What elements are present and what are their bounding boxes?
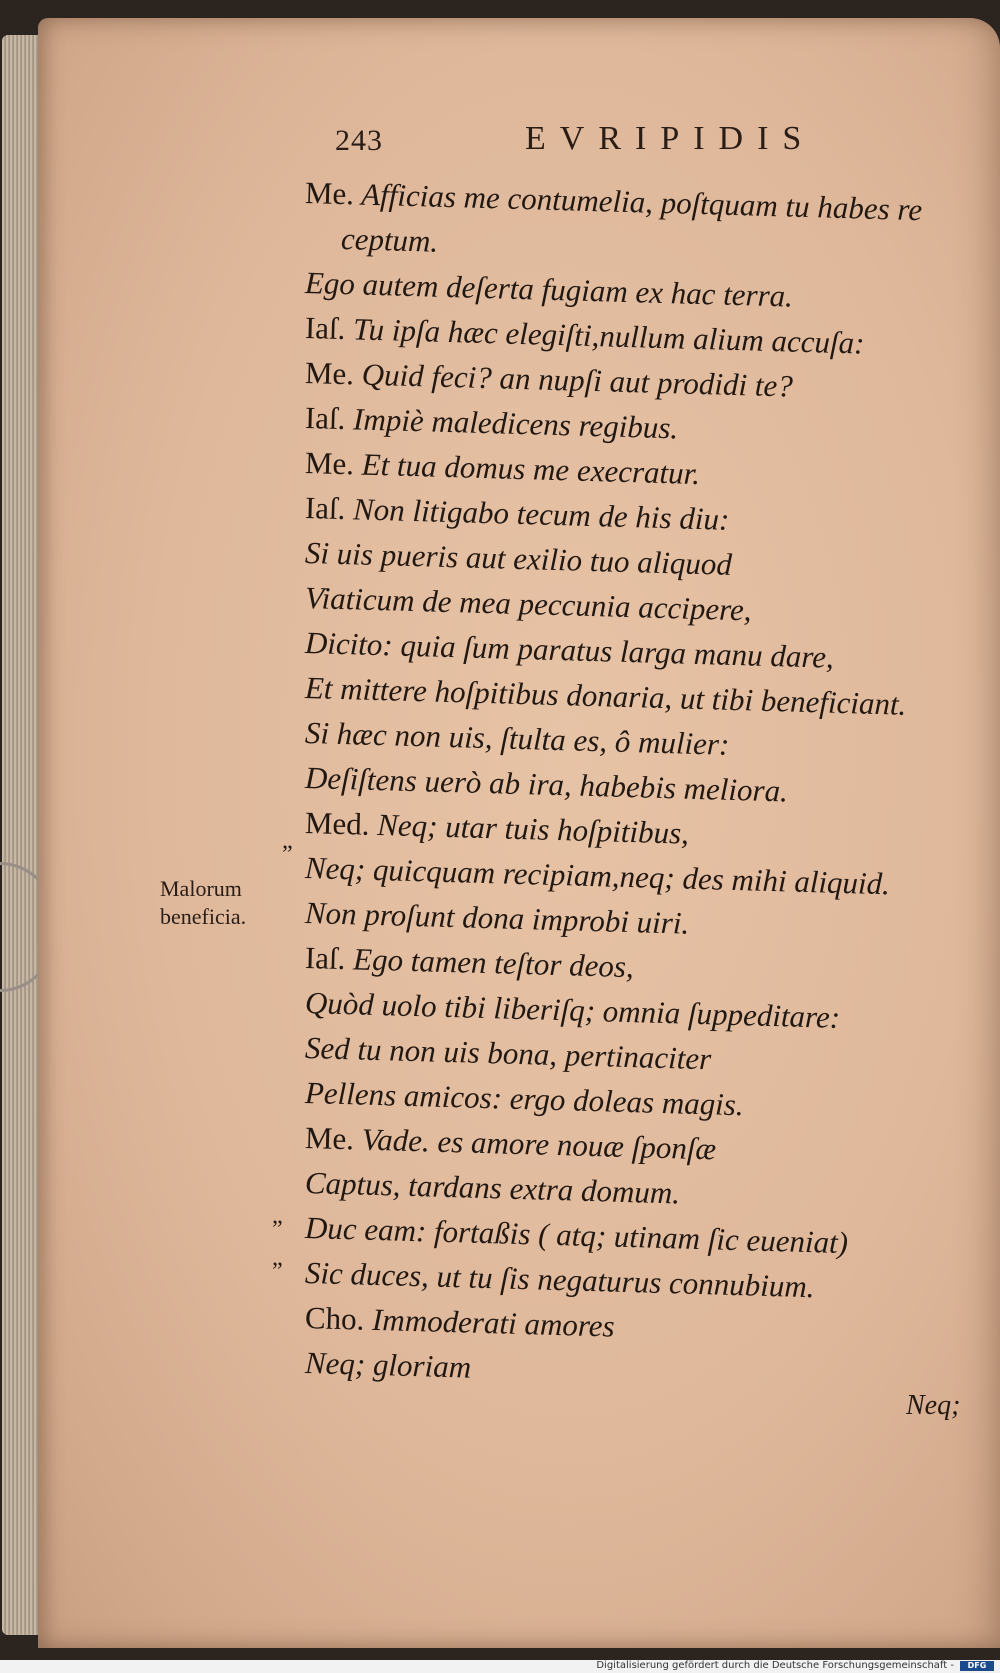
line-text: Viaticum de mea peccunia accipere, [304,580,753,628]
page-header [335,118,835,168]
line-text: Neq; quicquam recipiam,neq; des mihi aliquid. [304,850,891,902]
line-text: Et tua domus me execratur. [361,446,701,492]
running-title: EVRIPIDIS [525,120,816,157]
line-text: Sic duces, ut tu ſis negaturus connubium. [304,1255,816,1305]
line-text: Et mittere hoſpitibus donaria, ut tibi beneficiant. [304,670,907,722]
footer-credit: Digitalisierung gefördert durch die Deutsche Forschungsgemeinschaft - [596,1660,954,1671]
line-text: Duc eam: fortaßis ( atq; utinam ſic eueniat) [304,1210,849,1261]
dfg-logo: DFG [960,1661,994,1671]
line-text: Non litigabo tecum de his diu: [352,491,730,537]
line-text: Impiè maledicens regibus. [352,401,679,446]
speaker-label: Me. [304,355,355,392]
line-text: Ego tamen teſtor deos, [352,941,635,985]
line-text: Neq; gloriam [304,1345,472,1385]
line-text: Non proſunt dona improbi uiri. [304,895,690,941]
marginal-note-line: beneficia. [160,904,247,929]
speaker-label: Me. [304,1120,355,1157]
line-text: Captus, tardans extra domum. [304,1165,681,1211]
speaker-label: Cho. [304,1300,365,1337]
line-text: Afficias me contumelia, poſtquam tu habes re [360,176,923,228]
line-text: Si uis pueris aut exilio tuo aliquod [304,535,733,582]
catchword: Neq; [906,1390,961,1421]
line-text: Dicito: quia ſum paratus larga manu dare, [304,625,835,675]
gnomic-marker: „ [272,1245,283,1271]
line-text: Ego autem deſerta fugiam ex hac terra. [304,265,794,314]
gnomic-marker: „ [282,828,293,854]
line-text: Si hæc non uis, ſtulta es, ô mulier: [304,715,730,762]
speaker-label: Me. [304,175,355,212]
speaker-label: Me. [304,445,355,482]
line-text: Immoderati amores [371,1301,616,1344]
marginal-note [160,875,246,931]
gnomic-marker: „ [272,1203,283,1229]
line-text: Pellens amicos: ergo doleas magis. [304,1075,745,1123]
speaker-label: Iaſ. [304,310,346,347]
line-text: ceptum. [340,221,439,259]
line-text: Quid feci? an nupſi aut prodidi te? [361,356,794,404]
marginal-note-line: Malorum [160,876,242,901]
page-number: 243 [335,124,383,157]
line-text: Vade. es amore nouæ ſponſæ [361,1121,717,1167]
line-text: Quòd uolo tibi liberiſq; omnia ſuppeditare: [304,985,841,1035]
speaker-label: Iaſ. [304,490,346,527]
line-text: Neq; utar tuis hoſpitibus, [376,807,690,851]
speaker-label: Iaſ. [304,400,346,437]
verse-text [305,170,965,1385]
line-text: Tu ipſa hæc elegiſti,nullum alium accuſa: [352,311,865,361]
speaker-label: Iaſ. [304,940,346,977]
line-text: Sed tu non uis bona, pertinaciter [304,1030,712,1077]
line-text: Deſiſtens uerò ab ira, habebis meliora. [304,760,789,809]
speaker-label: Med. [304,805,371,842]
